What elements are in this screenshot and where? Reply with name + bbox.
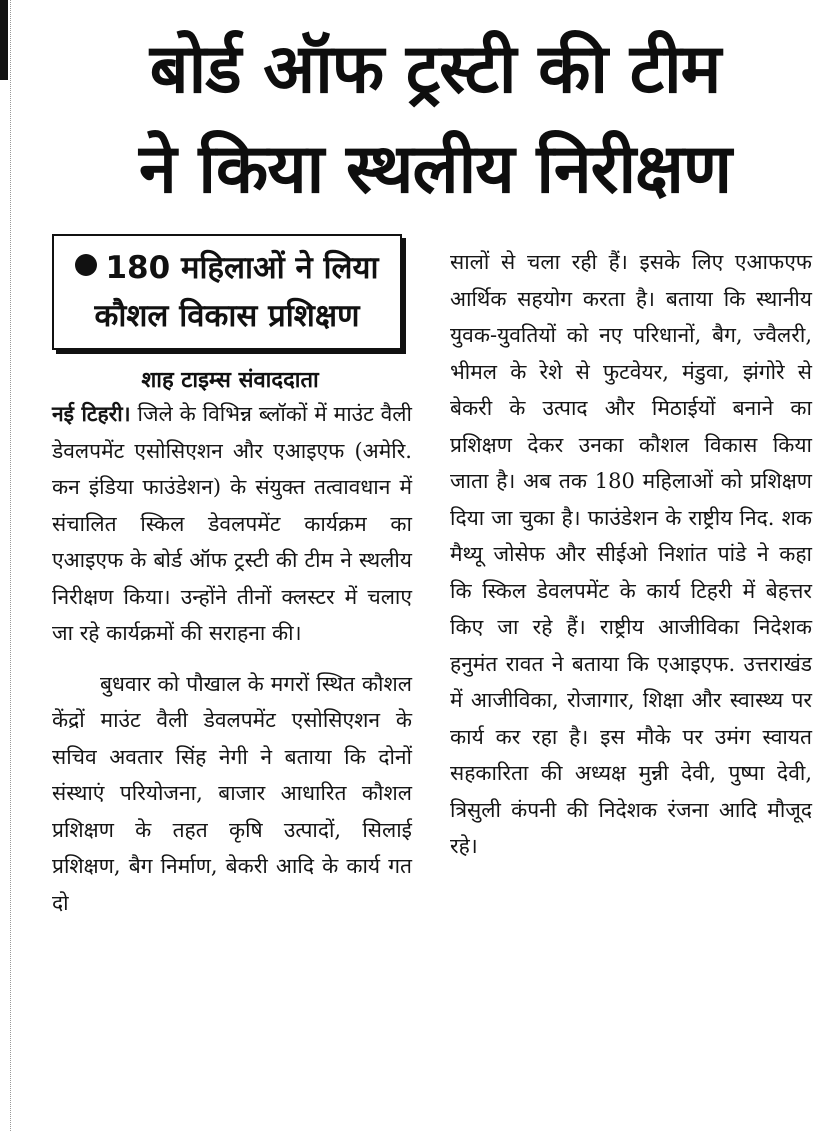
dateline: नई टिहरी। xyxy=(52,402,131,426)
subheadline-box xyxy=(52,234,402,350)
paragraph-2: बुधवार को पौखाल के मगरों स्थित कौशल केंद्रों माउंट वैली डेवलपमेंट एसोसिएशन के सचिव अवतार सिंह नेगी ने बताया कि दोनों संस्थाएं परियोजना, बाजार आधारित कौशल प्रशिक्षण के तहत कृषि उत्पादों, सिलाई प्रशिक्षण, बैग निर्माण, बेकरी आदि के कार्य गत दो xyxy=(52,671,412,915)
paragraph-1-text: जिले के विभिन्न ब्लॉकों में माउंट वैली डेवलपमेंट एसोसिएशन और एआइएफ (अमेरि. कन इंडिया फाउंडेशन) के संयुक्त तत्वावधान में संचालित स्किल डेवलपमेंट कार्यक्रम का एआइएफ के बोर्ड ऑफ ट्रस्टी की टीम ने स्थलीय निरीक्षण किया। उन्होंने तीनों क्लस्टर में चलाए जा रहे कार्यक्रमों की सराहना की। xyxy=(52,402,412,645)
page-edge xyxy=(0,0,11,1131)
byline: शाह टाइम्स संवाददाता xyxy=(141,368,319,393)
article-column-right xyxy=(450,244,812,865)
paragraph-1 xyxy=(52,396,412,652)
edge-marker xyxy=(0,0,8,80)
headline-line-2: ने किया स्थलीय निरीक्षण xyxy=(138,130,732,209)
headline-line-1: बोर्ड ऑफ ट्रस्टी की टीम xyxy=(149,30,721,109)
bullet-icon xyxy=(75,254,97,276)
article-column-left xyxy=(52,396,412,921)
headline xyxy=(40,20,830,220)
subheadline-line-1 xyxy=(54,244,400,292)
subheadline-line-2: कौशल विकास प्रशिक्षण xyxy=(94,298,360,334)
subheadline-text-1: 180 महिलाओं ने लिया xyxy=(105,250,379,286)
paragraph-3: सालों से चला रही हैं। इसके लिए एआफएफ आर्थिक सहयोग करता है। बताया कि स्थानीय युवक-युवतियों को नए परिधानों, बैग, ज्वैलरी, भीमल के रेशे से फुटवेयर, मंडुवा, झंगोरे से बेकरी के उत्पाद और मिठाईयों बनाने का प्रशिक्षण देकर उनका कौशल विकास किया जाता है। अब तक 180 महिलाओं को प्रशिक्षण दिया जा चुका है। फाउंडेशन के राष्ट्रीय निद. शक मैथ्यू जोसेफ और सीईओ निशांत पांडे ने कहा कि स्किल डेवलपमेंट के कार्य टिहरी में बेहत्तर किए जा रहे हैं। राष्ट्रीय आजीविका निदेशक हनुमंत रावत ने बताया कि एआइएफ. उत्तराखंड में आजीविका, रोजागार, शिक्षा और स्वास्थ्य पर कार्य कर रहा है। इस मौके पर उमंग स्वायत सहकारिता की अध्यक्ष मुन्नी देवी, पुष्पा देवी, त्रिसुली कंपनी की निदेशक रंजना आदि मौजूद रहे। xyxy=(450,250,812,858)
